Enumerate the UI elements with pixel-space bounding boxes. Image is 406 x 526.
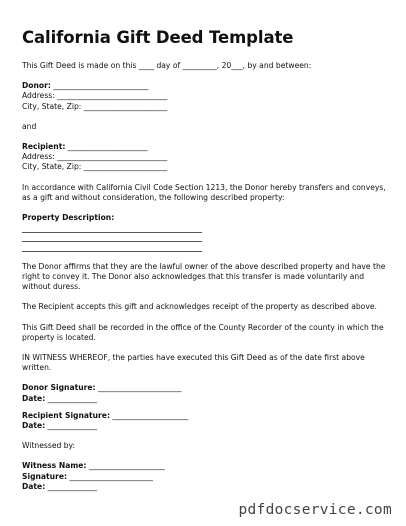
property-description-line-2 [22, 233, 202, 243]
donor-signature-line [22, 383, 394, 393]
witness-name-blank: ____________________ [88, 461, 165, 471]
property-description-label: Property Description: [22, 213, 115, 223]
witness-date-line [22, 482, 394, 492]
donor-name-blank: _________________________ [53, 81, 149, 91]
watermark-text: pdfdocservice.com [238, 502, 392, 518]
accepts-paragraph: The Recipient accepts this gift and acknowledges receipt of the property as described above. [22, 302, 377, 312]
donor-signature-blank: ______________________ [97, 383, 182, 393]
recipient-signature-label: Recipient Signature: [22, 410, 110, 420]
donor-date-line [22, 394, 394, 404]
gift-deed-document [22, 28, 394, 492]
witness-signature-line [22, 472, 394, 482]
donor-label: Donor: [22, 81, 51, 91]
recipient-signature-line [22, 411, 394, 421]
recipient-label: Recipient: [22, 142, 66, 152]
donor-date-label: Date: [22, 393, 46, 403]
recipient-date-label: Date: [22, 420, 46, 430]
recipient-city-state-zip: City, State, Zip: ______________________ [22, 162, 168, 172]
donor-date-blank: _____________ [47, 393, 98, 403]
witness-name-label: Witness Name: [22, 461, 87, 471]
intro-line: This Gift Deed is made on this ____ day of _________, 20___, by and between: [22, 61, 312, 70]
donor-address: Address: _____________________________ [22, 91, 168, 101]
document-title: California Gift Deed Template [22, 28, 294, 47]
accordance-paragraph: In accordance with California Civil Code Section 1213, the Donor hereby transfers and conveys, as a gift and without consideration, the following described property: [22, 182, 386, 202]
donor-city-state-zip: City, State, Zip: ______________________ [22, 101, 168, 111]
recipient-date-blank: _____________ [47, 420, 98, 430]
donor-signature-label: Donor Signature: [22, 383, 96, 393]
witness-signature-blank: ______________________ [69, 471, 153, 481]
and-text: and [22, 121, 37, 131]
witness-signature-label: Signature: [22, 471, 68, 481]
recipient-name-blank: _____________________ [67, 142, 148, 152]
witness-date-blank: _____________ [47, 481, 98, 491]
donor-line [22, 81, 394, 91]
witness-name-line [22, 461, 394, 471]
witness-date-label: Date: [22, 481, 46, 491]
recipient-signature-blank: ____________________ [112, 410, 189, 420]
property-description-line-1 [22, 223, 202, 233]
witnessed-by-text: Witnessed by: [22, 441, 76, 451]
affirms-paragraph: The Donor affirms that they are the lawful owner of the above described property and have the right to convey it. The Donor also acknowledges that this transfer is made voluntarily and without duress. [22, 261, 386, 292]
recipient-line [22, 142, 394, 152]
recipient-date-line [22, 421, 394, 431]
witness-whereof-paragraph: IN WITNESS WHEREOF, the parties have executed this Gift Deed as of the date first above written. [22, 352, 365, 373]
property-description-line-3 [22, 242, 202, 252]
recorded-paragraph: This Gift Deed shall be recorded in the office of the County Recorder of the county in which the property is located. [22, 322, 384, 342]
recipient-address: Address: _____________________________ [22, 152, 168, 162]
